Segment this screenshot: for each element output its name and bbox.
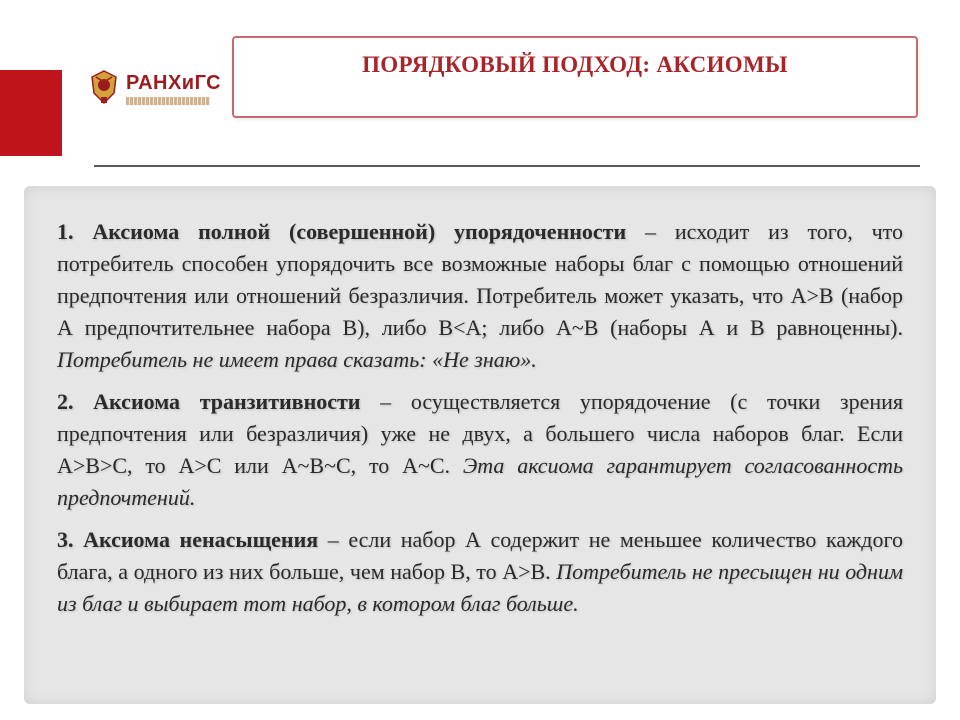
axiom-heading: 2. Аксиома транзитивности — [57, 389, 361, 414]
axiom-note: Потребитель не пресыщен ни одним из благ и выбирает тот набор, в котором благ больше. — [57, 559, 903, 616]
axiom-heading: 3. Аксиома ненасыщения — [57, 527, 319, 552]
axiom-text: – исходит из того, что потребитель способен упорядочить все возможные наборы благ с помощью отношений предпочтения или отношений безразличия. Потребитель может указать, что А>В (набор А предпочтительнее набора В), либо В<А; либо А~В (наборы А и В равноценны). — [57, 219, 903, 340]
eagle-emblem-icon — [88, 69, 120, 107]
logo-subtitle-graphic — [126, 97, 210, 105]
axiom-item — [57, 524, 903, 620]
axiom-note: Потребитель не имеет права сказать: «Не знаю». — [57, 347, 537, 372]
axioms-list — [57, 216, 903, 630]
header-divider — [94, 165, 920, 167]
title-box — [232, 36, 918, 118]
axiom-note: Эта аксиома гарантирует согласованность предпочтений. — [57, 453, 903, 510]
red-accent-bar — [0, 70, 62, 156]
axiom-item — [57, 216, 903, 376]
logo-name: РАНХиГС — [126, 71, 222, 94]
slide-title: ПОРЯДКОВЫЙ ПОДХОД: АКСИОМЫ — [362, 52, 788, 77]
axiom-text: – если набор А содержит не меньшее количество каждого блага, а одного из них больше, чем набор В, то А>В. — [57, 527, 903, 584]
axiom-heading: 1. Аксиома полной (совершенной) упорядоченности — [57, 219, 627, 244]
axiom-text: – осуществляется упорядочение (с точки зрения предпочтения или безразличия) уже не двух, а большего числа наборов благ. Если А>В>С, то А>С или А~В~С, то А~С. — [57, 389, 904, 478]
axiom-item — [57, 386, 903, 514]
